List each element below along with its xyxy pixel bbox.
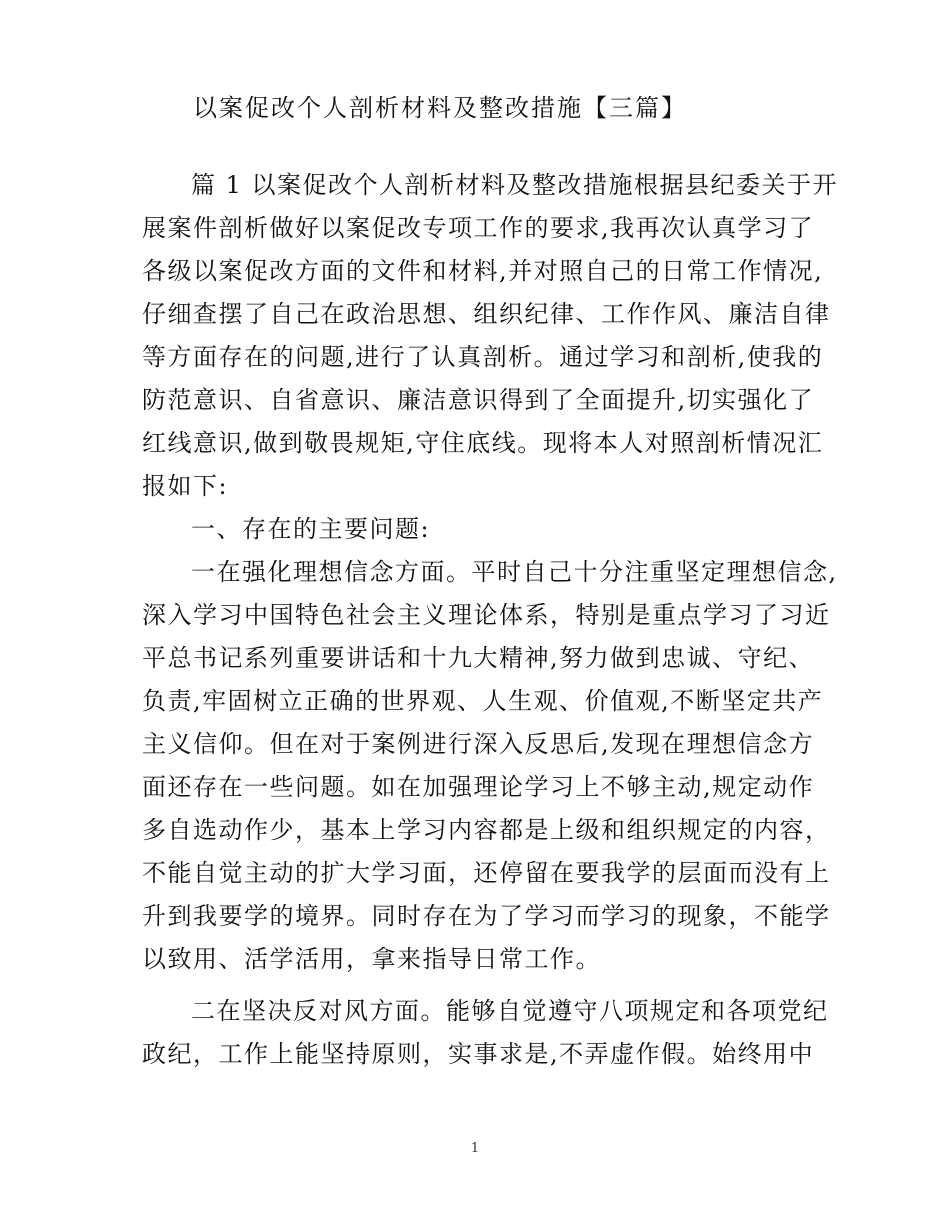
text-line: 负责,牢固树立正确的世界观、人生观、价值观,不断坚定共产 [142,687,824,715]
text-line: 红线意识,做到敬畏规矩,守住底线。现将本人对照剖析情况汇 [142,429,824,457]
page-number: 1 [470,1141,480,1156]
text-line: 各级以案促改方面的文件和材料,并对照自己的日常工作情况, [142,257,824,285]
text-line: 防范意识、自省意识、廉洁意识得到了全面提升,切实强化了 [142,386,815,414]
text-line: 深入学习中国特色社会主义理论体系，特别是重点学习了习近 [142,601,831,629]
text-line: 等方面存在的问题,进行了认真剖析。通过学习和剖析,使我的 [142,343,824,371]
text-line: 以致用、活学活用，拿来指导日常工作。 [142,945,601,973]
text-line: 篇 1 以案促改个人剖析材料及整改措施根据县纪委关于开 [191,171,839,199]
section-heading: 一、存在的主要问题: [191,515,431,543]
document-title: 以案促改个人剖析材料及整改措施【三篇】 [193,94,687,122]
text-line: 主义信仰。但在对于案例进行深入反思后,发现在理想信念方 [142,730,815,758]
text-line: 政纪，工作上能坚持原则，实事求是,不弄虚作假。始终用中 [142,1040,815,1068]
document-body [142,164,842,1076]
text-line: 展案件剖析做好以案促改专项工作的要求,我再次认真学习了 [142,214,815,242]
text-line: 仔细查摆了自己在政治思想、组织纪律、工作作风、廉洁自律 [142,300,831,328]
text-line: 多自选动作少，基本上学习内容都是上级和组织规定的内容， [142,816,831,844]
text-line: 不能自觉主动的扩大学习面，还停留在要我学的层面而没有上 [142,859,831,887]
text-line: 一在强化理想信念方面。平时自己十分注重坚定理想信念, [191,558,838,586]
text-line: 面还存在一些问题。如在加强理论学习上不够主动,规定动作 [142,773,815,801]
text-line: 报如下: [142,472,229,500]
text-line: 平总书记系列重要讲话和十九大精神,努力做到忠诚、守纪、 [142,644,815,672]
text-line: 二在坚决反对风方面。能够自觉遵守八项规定和各项党纪 [191,997,829,1025]
text-line: 升到我要学的境界。同时存在为了学习而学习的现象，不能学 [142,902,831,930]
